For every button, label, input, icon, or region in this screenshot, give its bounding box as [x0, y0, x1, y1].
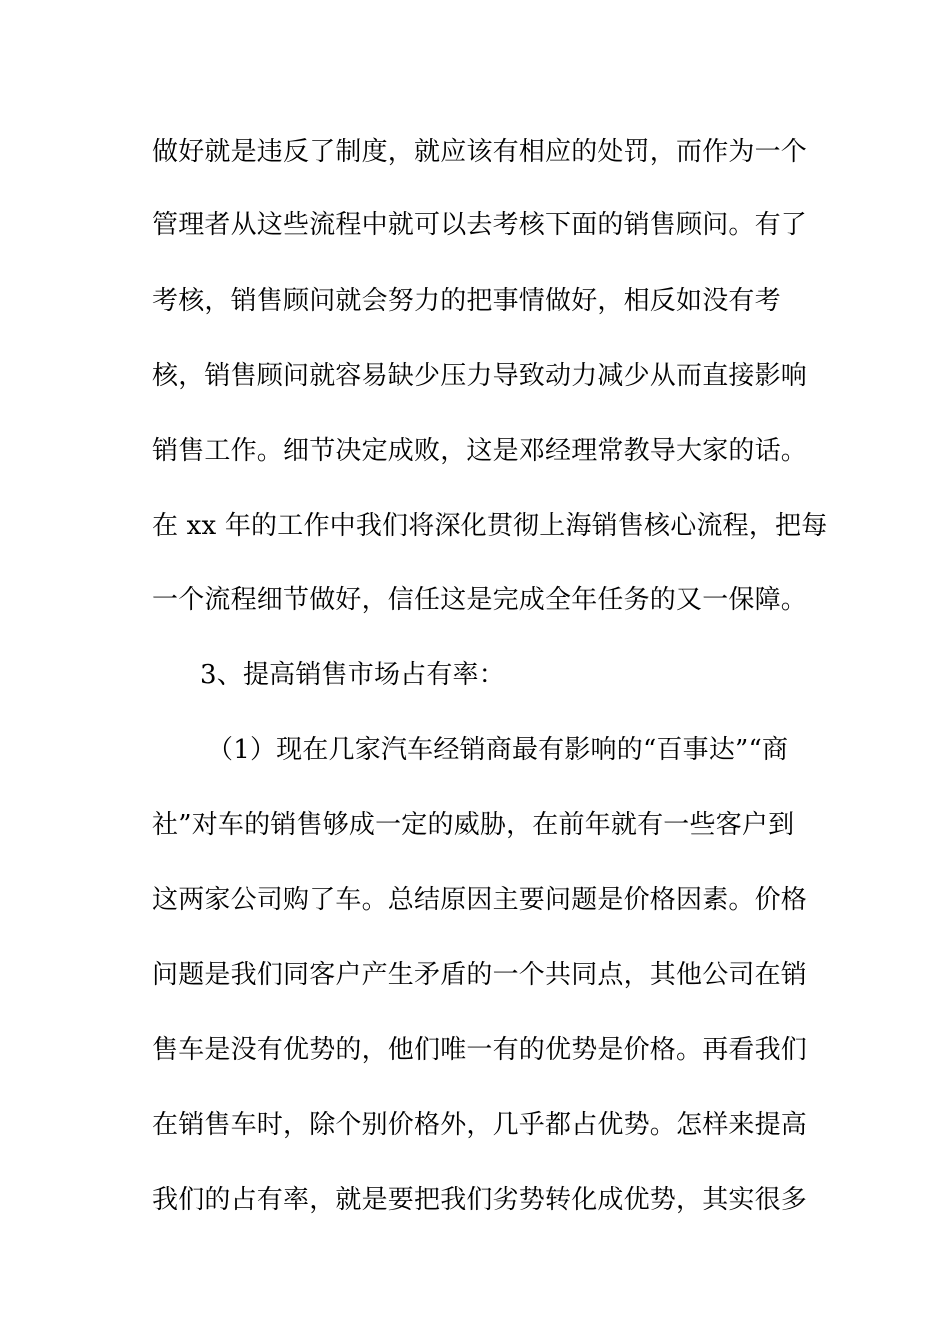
- paragraph-line: 做好就是违反了制度，就应该有相应的处罚，而作为一个: [152, 137, 808, 167]
- paragraph-line: 考核，销售顾问就会努力的把事情做好，相反如没有考: [152, 286, 781, 316]
- paragraph-line: 销售工作。细节决定成败，这是邓经理常教导大家的话。: [152, 436, 808, 466]
- paragraph-line: 核，销售顾问就容易缺少压力导致动力减少从而直接影响: [152, 361, 808, 391]
- paragraph-line: 问题是我们同客户产生矛盾的一个共同点，其他公司在销: [152, 960, 808, 990]
- paragraph-line: 我们的占有率，就是要把我们劣势转化成优势，其实很多: [152, 1185, 808, 1215]
- section-heading: 3、提高销售市场占有率：: [200, 660, 505, 690]
- paragraph-line: 这两家公司购了车。总结原因主要问题是价格因素。价格: [152, 885, 808, 915]
- paragraph-line: 在 xx 年的工作中我们将深化贯彻上海销售核心流程，把每: [152, 511, 828, 541]
- paragraph-line: 一个流程细节做好，信任这是完成全年任务的又一保障。: [152, 585, 808, 615]
- paragraph-line: 管理者从这些流程中就可以去考核下面的销售顾问。有了: [152, 210, 808, 240]
- paragraph-line: 在销售车时，除个别价格外，几乎都占优势。怎样来提高: [152, 1110, 808, 1140]
- paragraph-line: （1）现在几家汽车经销商最有影响的“百事达”“商: [207, 735, 789, 765]
- paragraph-line: 社”对车的销售够成一定的威胁，在前年就有一些客户到: [152, 810, 795, 840]
- paragraph-line: 售车是没有优势的，他们唯一有的优势是价格。再看我们: [152, 1035, 808, 1065]
